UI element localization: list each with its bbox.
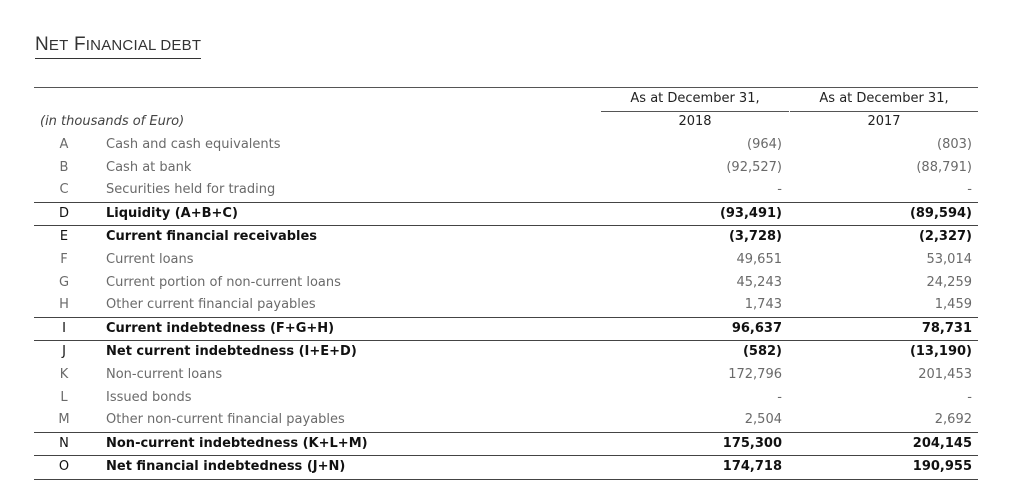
column-header-2017-year: 2017 bbox=[867, 114, 901, 129]
column-header-2018-caption: As at December 31, bbox=[601, 91, 789, 112]
title-rest-2: INANCIAL DEBT bbox=[85, 37, 202, 54]
row-value-2017: 24,259 bbox=[926, 274, 972, 290]
row-letter: D bbox=[58, 205, 69, 221]
row-value-2017: 201,453 bbox=[918, 366, 972, 382]
row-label: Securities held for trading bbox=[106, 182, 276, 198]
row-label: Net financial indebtedness (J+N) bbox=[106, 459, 346, 475]
row-label: Net current indebtedness (I+E+D) bbox=[106, 344, 357, 360]
row-letter: A bbox=[59, 137, 69, 152]
table-row bbox=[34, 455, 978, 479]
row-value-2017: (803) bbox=[937, 137, 972, 152]
row-letter: F bbox=[60, 251, 68, 267]
row-value-2017: 2,692 bbox=[934, 412, 972, 428]
table-row bbox=[34, 157, 978, 180]
row-value-2017: 78,731 bbox=[921, 320, 972, 336]
row-letter: N bbox=[59, 435, 69, 451]
row-value-2018: 175,300 bbox=[722, 435, 782, 451]
row-value-2017: (2,327) bbox=[918, 229, 972, 245]
row-label: Current loans bbox=[106, 251, 194, 267]
row-label: Other non-current financial payables bbox=[106, 412, 345, 428]
title-cap-2: F bbox=[73, 34, 86, 55]
row-label: Cash and cash equivalents bbox=[106, 137, 281, 152]
row-letter: H bbox=[59, 297, 69, 313]
table-bottom-rule bbox=[34, 479, 978, 480]
table-row bbox=[34, 225, 978, 249]
column-header-2018 bbox=[601, 87, 789, 131]
row-label: Non-current indebtedness (K+L+M) bbox=[106, 435, 368, 451]
table-row bbox=[34, 340, 978, 364]
row-value-2017: - bbox=[967, 182, 972, 198]
row-value-2018: 1,743 bbox=[744, 297, 782, 313]
table-header bbox=[34, 87, 978, 131]
row-letter: E bbox=[59, 229, 69, 245]
row-label: Current financial receivables bbox=[106, 229, 318, 245]
row-value-2018: (964) bbox=[747, 137, 782, 152]
row-label: Issued bonds bbox=[106, 389, 192, 405]
table-row bbox=[34, 249, 978, 272]
row-label: Other current financial payables bbox=[106, 297, 316, 313]
title-cap-1: N bbox=[35, 34, 49, 55]
row-value-2017: 53,014 bbox=[926, 251, 972, 267]
title-rest-1: ET bbox=[48, 37, 69, 54]
table-row bbox=[34, 432, 978, 456]
row-letter: K bbox=[59, 366, 69, 382]
row-letter: M bbox=[58, 412, 70, 428]
table-row bbox=[34, 387, 978, 410]
table-body bbox=[34, 134, 978, 480]
row-value-2018: (93,491) bbox=[719, 205, 782, 221]
table-row bbox=[34, 294, 978, 317]
row-value-2017: 190,955 bbox=[912, 459, 972, 475]
row-value-2018: (3,728) bbox=[728, 229, 782, 245]
row-value-2018: (92,527) bbox=[726, 159, 782, 175]
column-header-2017-caption: As at December 31, bbox=[790, 91, 978, 112]
row-value-2018: (582) bbox=[742, 344, 782, 360]
row-value-2017: - bbox=[967, 389, 972, 405]
row-value-2017: (88,791) bbox=[916, 159, 972, 175]
row-value-2018: - bbox=[777, 182, 782, 198]
table-row bbox=[34, 272, 978, 295]
row-label: Cash at bank bbox=[106, 159, 192, 175]
row-value-2018: - bbox=[777, 389, 782, 405]
row-value-2017: 204,145 bbox=[912, 435, 972, 451]
row-value-2017: (13,190) bbox=[909, 344, 972, 360]
row-label: Current portion of non-current loans bbox=[106, 274, 341, 290]
row-value-2018: 172,796 bbox=[728, 366, 782, 382]
row-letter: B bbox=[59, 159, 69, 175]
row-value-2017: (89,594) bbox=[909, 205, 972, 221]
row-label: Current indebtedness (F+G+H) bbox=[106, 320, 335, 336]
row-value-2018: 174,718 bbox=[722, 459, 782, 475]
column-header-2017 bbox=[790, 87, 978, 131]
unit-label: (in thousands of Euro) bbox=[40, 114, 185, 129]
table-row bbox=[34, 364, 978, 387]
row-letter: O bbox=[58, 459, 70, 475]
table-row bbox=[34, 134, 978, 157]
row-letter: I bbox=[62, 320, 66, 336]
row-label: Non-current loans bbox=[106, 366, 223, 382]
table-row bbox=[34, 179, 978, 202]
row-value-2018: 2,504 bbox=[744, 412, 782, 428]
column-header-2018-year: 2018 bbox=[678, 114, 712, 129]
row-value-2017: 1,459 bbox=[934, 297, 972, 313]
table-row bbox=[34, 317, 978, 341]
row-value-2018: 45,243 bbox=[736, 274, 782, 290]
table-row bbox=[34, 202, 978, 226]
row-label: Liquidity (A+B+C) bbox=[106, 205, 238, 221]
table-row bbox=[34, 409, 978, 432]
row-letter: G bbox=[58, 274, 70, 290]
row-letter: C bbox=[59, 182, 69, 198]
page-title bbox=[35, 34, 201, 59]
row-value-2018: 96,637 bbox=[731, 320, 782, 336]
row-letter: L bbox=[60, 389, 68, 405]
row-letter: J bbox=[62, 344, 66, 360]
row-value-2018: 49,651 bbox=[736, 251, 782, 267]
